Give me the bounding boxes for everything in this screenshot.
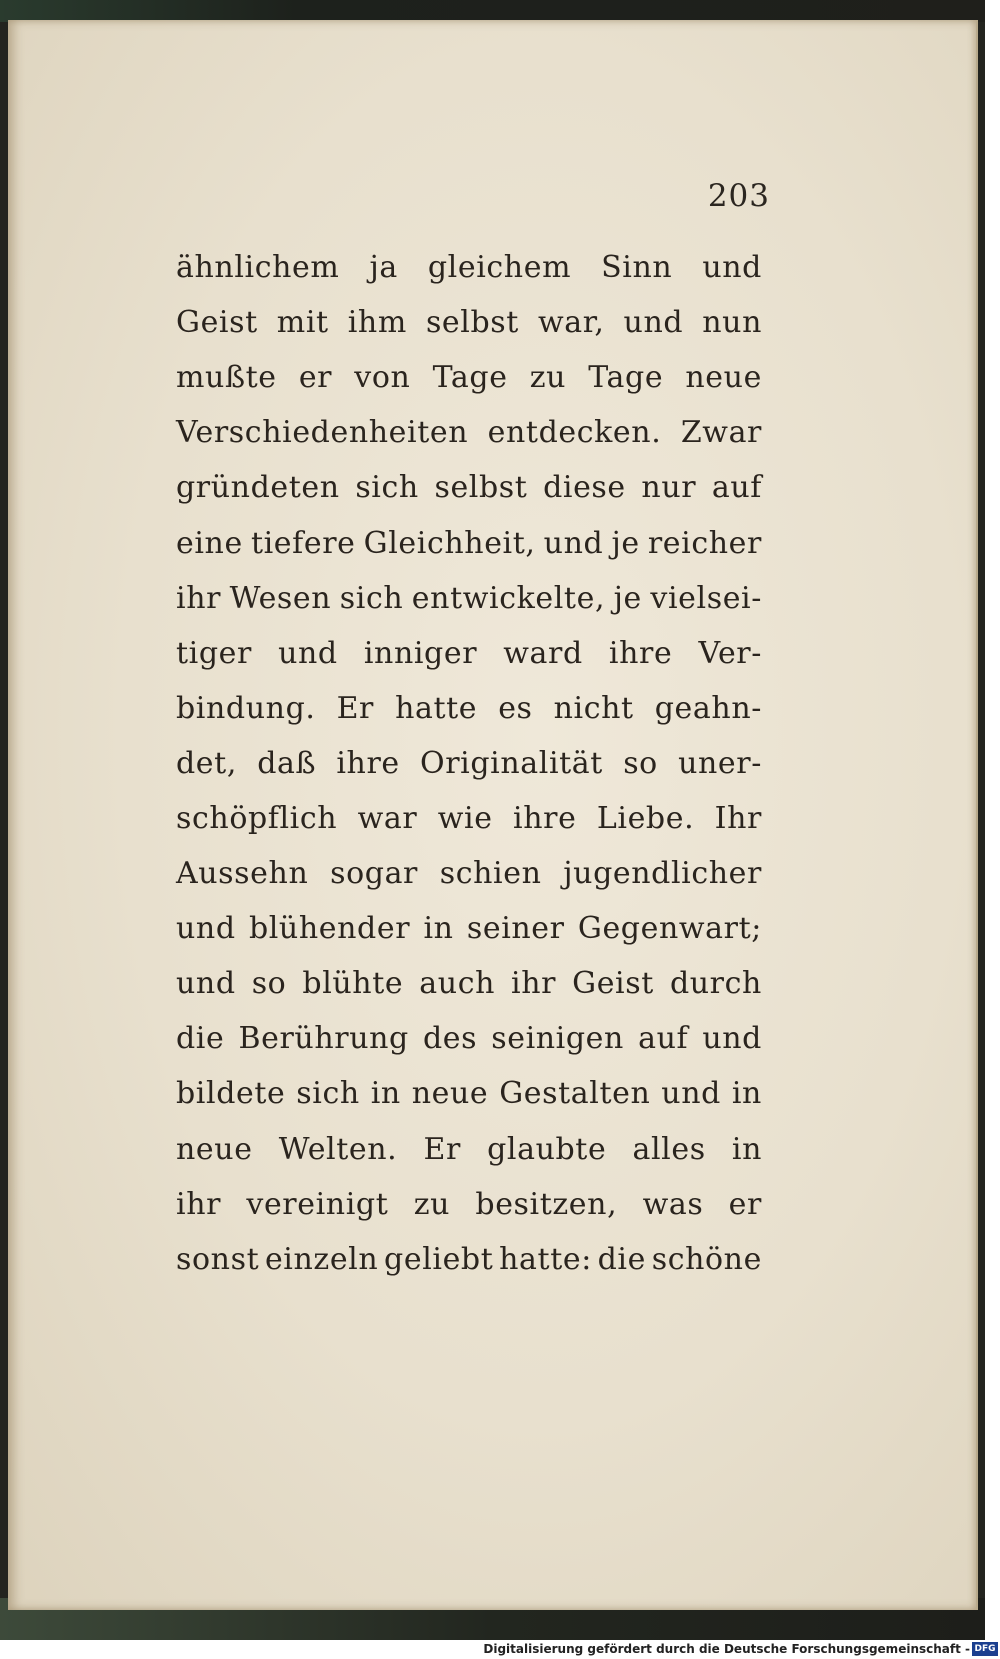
text-line [176,901,762,956]
text-word: war, [537,305,605,341]
text-word: Ver- [698,635,762,671]
text-word: in [731,1076,762,1112]
text-line [176,846,762,901]
body-text [176,240,762,1287]
text-word: bindung. [176,690,316,726]
text-word: war [357,800,418,836]
text-line [176,571,762,626]
text-word: neue [176,1131,253,1167]
text-word: ihre [513,800,577,836]
text-word: blühte [302,966,404,1002]
text-word: ihm [347,305,407,341]
footer-credit: Digitalisierung gefördert durch die Deutsche Forschungsgemeinschaft - [483,1642,970,1656]
text-word: alles [632,1131,706,1167]
text-word: uner- [678,745,762,781]
text-line [176,350,762,405]
text-word: und [543,525,604,561]
text-word: Originalität [420,745,603,781]
text-word: mußte [176,360,277,396]
text-word: er [298,360,333,396]
text-word: ihr [176,580,222,616]
text-word: sonst [176,1241,260,1277]
text-word: zu [529,360,567,396]
text-word: ja [369,250,398,286]
text-word: neue [685,360,762,396]
text-word: vereinigt [246,1186,389,1222]
text-word: Er [423,1131,461,1167]
text-word: blühender [248,911,411,947]
text-word: und [176,966,236,1002]
text-line [176,956,762,1011]
text-word: vielsei- [650,580,762,616]
text-line [176,1011,762,1066]
text-line [176,681,762,736]
text-word: neue [411,1076,489,1112]
text-word: von [354,360,411,396]
text-word: Welten. [278,1131,398,1167]
text-word: was [642,1186,704,1222]
text-word: hatte: [499,1241,592,1277]
text-word: entwickelte, [411,580,606,616]
text-word: nun [702,305,762,341]
text-word: durch [669,966,762,1002]
text-word: geliebt [384,1241,494,1277]
text-word: glaubte [487,1131,607,1167]
text-word: daß [257,745,317,781]
text-line [176,1232,762,1287]
text-word: jugendlicher [563,856,762,892]
text-word: ihr [511,966,557,1002]
text-word: Tage [432,360,508,396]
text-word: so [623,745,658,781]
text-word: und [661,1076,721,1112]
text-line [176,626,762,681]
text-word: schien [439,856,542,892]
text-line [176,295,762,350]
text-word: in [423,911,454,947]
page-number: 203 [707,178,770,214]
text-word: zu [413,1186,451,1222]
text-word: diese [543,470,626,506]
text-line [176,1177,762,1232]
text-word: Zwar [680,415,762,451]
text-line [176,791,762,846]
text-word: bildete [176,1076,286,1112]
dfg-logo: DFG [972,1642,998,1656]
text-word: ähnlichem [176,250,340,286]
text-line [176,460,762,515]
text-word: und [702,250,762,286]
text-word: Ihr [714,800,762,836]
text-word: Er [336,690,375,726]
text-word: Verschiedenheiten [176,415,469,451]
text-line [176,240,762,295]
text-word: Wesen [229,580,332,616]
text-word: Sinn [601,250,673,286]
text-word: selbst [434,470,528,506]
text-word: er [728,1186,762,1222]
text-word: Berührung [238,1021,409,1057]
text-word: gleichem [427,250,572,286]
text-word: seinigen [491,1021,624,1057]
text-word: hatte [395,690,478,726]
text-word: eine [176,525,243,561]
text-word: entdecken. [487,415,662,451]
text-word: Tage [588,360,664,396]
text-line [176,515,762,570]
text-word: nur [641,470,697,506]
text-word: mit [276,305,329,341]
text-word: und [176,911,236,947]
text-word: Liebe. [596,800,695,836]
text-line [176,1122,762,1177]
text-word: Aussehn [176,856,309,892]
text-word: Geist [176,305,258,341]
text-word: in [370,1076,401,1112]
text-word: inniger [363,635,478,671]
text-word: und [623,305,684,341]
text-line [176,1066,762,1121]
text-word: auf [711,470,762,506]
text-word: seiner [466,911,565,947]
text-word: selbst [425,305,519,341]
text-word: gründeten [176,470,340,506]
text-word: det, [176,745,237,781]
text-word: so [251,966,287,1002]
text-word: nicht [553,690,634,726]
text-word: Gegenwart; [577,911,762,947]
text-word: schöpflich [176,800,338,836]
text-word: reicher [647,525,762,561]
text-line [176,405,762,460]
text-word: Gleichheit, [363,525,536,561]
text-word: ihre [336,745,400,781]
text-word: Geist [572,966,654,1002]
text-word: auch [419,966,496,1002]
text-word: und [278,635,338,671]
text-word: tiger [176,635,252,671]
text-word: sich [355,470,419,506]
text-word: es [498,690,533,726]
text-word: einzeln [264,1241,379,1277]
text-word: sich [296,1076,360,1112]
text-word: die [597,1241,646,1277]
text-word: und [702,1021,762,1057]
text-word: je [613,580,642,616]
text-word: ward [503,635,583,671]
text-word: sich [339,580,404,616]
text-word: auf [638,1021,689,1057]
text-word: die [176,1021,225,1057]
text-line [176,736,762,791]
text-word: je [611,525,640,561]
cover-top-edge [0,0,985,22]
text-word: schöne [651,1241,762,1277]
text-word: des [422,1021,478,1057]
text-word: wie [437,800,493,836]
text-word: sogar [330,856,418,892]
text-word: tiefere [250,525,356,561]
text-word: geahn- [654,690,762,726]
text-word: ihre [608,635,673,671]
text-word: besitzen, [475,1186,618,1222]
text-word: ihr [176,1186,222,1222]
text-word: in [731,1131,762,1167]
text-word: Gestalten [499,1076,651,1112]
